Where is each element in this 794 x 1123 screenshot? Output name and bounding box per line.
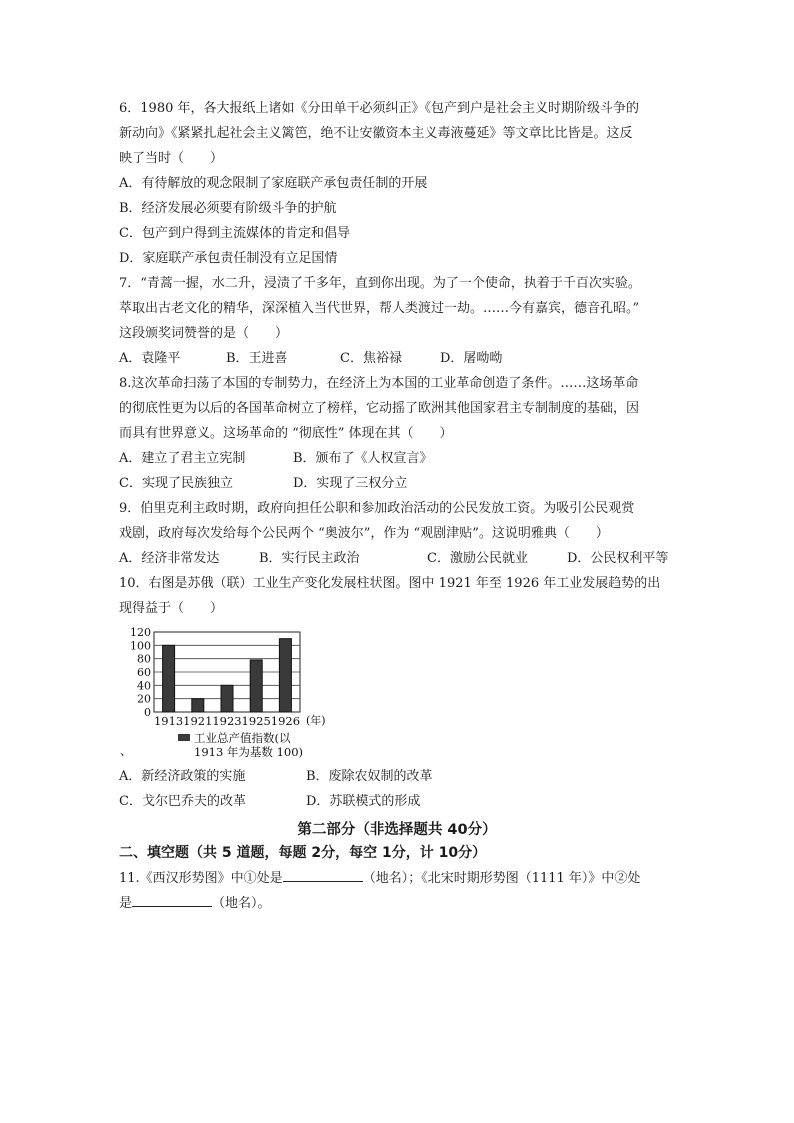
chart-x-ticks xyxy=(154,714,300,728)
chart-bar-1923 xyxy=(221,685,233,712)
q7-options xyxy=(119,350,502,368)
q8-option-b: B．颁布了《人权宣言》 xyxy=(293,451,433,466)
q10-option-c: C．戈尔巴乔夫的改革 xyxy=(119,794,246,809)
chart-bars xyxy=(163,639,292,712)
chart-legend-line2: 1913 年为基数 100) xyxy=(194,745,304,759)
chart-legend-swatch xyxy=(178,734,190,741)
q6-line1: 6．1980 年，各大报纸上诸如《分田单干必须纠正》《包产到户是社会主义时期阶级斗争的 xyxy=(119,101,639,116)
chart-x-unit: (年) xyxy=(306,714,326,727)
q8-option-a: A．建立了君主立宪制 xyxy=(119,451,246,466)
q10-line1: 10．右图是苏俄（联）工业生产变化发展柱状图。图中 1921 年至 1926 年工业发展趋势的出 xyxy=(119,576,661,591)
industry-bar-chart xyxy=(124,624,344,764)
chart-y-tick-label: 120 xyxy=(130,626,151,639)
q9-option-a: A．经济非常发达 xyxy=(119,551,220,566)
chart-legend-line1: 工业总产值指数(以 xyxy=(194,731,291,745)
chart-x-tick-label: 1926 xyxy=(270,714,301,728)
chart-x-tick-label: 1925 xyxy=(241,714,271,728)
q11-text-3: 是 xyxy=(119,896,133,911)
q11-line1 xyxy=(119,869,640,888)
chart-bar-1926 xyxy=(279,639,291,712)
q6-option-d: D．家庭联产承包责任制没有立足国情 xyxy=(119,251,338,266)
q7-line2: 萃取出古老文化的精华，深深植入当代世界，帮人类渡过一劫。……今有嘉宾，德音孔昭。” xyxy=(119,301,640,316)
chart-y-ticks xyxy=(130,626,151,719)
q6-option-b: B．经济发展必须要有阶级斗争的护航 xyxy=(119,201,337,216)
q7-line3: 这段颁奖词赞誉的是（ ） xyxy=(119,326,289,341)
chart-bar-1925 xyxy=(250,660,262,712)
q9-option-d: D．公民权利平等 xyxy=(567,551,669,566)
chart-y-tick-label: 100 xyxy=(130,639,151,653)
q8-line1: 8.这次革命扫荡了本国的专制势力，在经济上为本国的工业革命创造了条件。……这场革命 xyxy=(119,376,639,391)
q11-text-2: （地名）；《北宋时期形势图（1111 年）》中②处 xyxy=(362,871,641,886)
q7-option-d: D．屠呦呦 xyxy=(440,351,503,366)
q11-text-4: （地名）。 xyxy=(212,896,271,911)
q8-option-d: D．实现了三权分立 xyxy=(293,476,408,491)
q8-options-cd xyxy=(119,475,407,493)
stray-mark: 、 xyxy=(120,744,133,758)
q7-option-b: B．王进喜 xyxy=(226,351,288,366)
q6-line2: 新动向》《紧紧扎起社会主义篱笆，绝不让安徽资本主义毒液蔓延》等文章比比皆是。这反 xyxy=(119,126,633,141)
part2-subtitle: 二、填空题（共 5 道题，每题 2分，每空 1分，计 10分） xyxy=(119,845,487,861)
chart-y-tick-label: 40 xyxy=(137,679,151,693)
q10-options-ab xyxy=(119,768,433,786)
chart-x-tick-label: 1921 xyxy=(183,714,213,728)
q9-line1: 9．伯里克利主政时期，政府向担任公职和参加政治活动的公民发放工资。为吸引公民观赏 xyxy=(119,501,635,516)
q6-option-c: C．包产到户得到主流媒体的肯定和倡导 xyxy=(119,226,350,241)
part2-title: 第二部分（非选择题共 40分） xyxy=(297,822,497,838)
q11-blank-1[interactable] xyxy=(283,869,363,882)
chart-y-tick-label: 60 xyxy=(137,666,151,679)
q11-text-1: 11.《西汉形势图》中①处是 xyxy=(119,871,283,886)
chart-x-tick-label: 1923 xyxy=(212,714,242,728)
q9-option-c: C．激励公民就业 xyxy=(427,551,528,566)
q9-line2: 戏剧，政府每次发给每个公民两个 “奥波尔”，作为 “观剧津贴”。这说明雅典（ ） xyxy=(119,526,609,541)
q8-option-c: C．实现了民族独立 xyxy=(119,476,233,491)
q9-options xyxy=(119,550,668,568)
q10-option-a: A．新经济政策的实施 xyxy=(119,769,246,784)
q8-line2: 的彻底性更为以后的各国革命树立了榜样，它动摇了欧洲其他国家君主专制制度的基础，因 xyxy=(119,401,640,416)
q10-option-b: B．废除农奴制的改革 xyxy=(306,769,433,784)
chart-y-tick-label: 80 xyxy=(137,652,151,666)
q6-option-a: A．有待解放的观念限制了家庭联产承包责任制的开展 xyxy=(119,176,428,191)
q10-option-d: D．苏联模式的形成 xyxy=(306,794,421,809)
q8-options-ab xyxy=(119,450,433,468)
q9-option-b: B．实行民主政治 xyxy=(259,551,360,566)
q8-line3: 而具有世界意义。这场革命的 “彻底性” 体现在其（ ） xyxy=(119,426,453,441)
q11-blank-2[interactable] xyxy=(132,894,212,907)
q7-line1: 7．“青蒿一握，水二升，浸渍了千多年，直到你出现。为了一个使命，执着于千百次实验。 xyxy=(119,276,641,291)
q6-line3: 映了当时（ ） xyxy=(119,151,224,166)
q11-line2 xyxy=(119,894,271,913)
chart-bar-1921 xyxy=(192,699,204,712)
q7-option-a: A．袁隆平 xyxy=(119,351,181,366)
q10-line2: 现得益于（ ） xyxy=(119,601,224,616)
chart-y-tick-label: 20 xyxy=(137,692,151,706)
q10-options-cd xyxy=(119,793,420,811)
chart-bar-1913 xyxy=(163,645,175,712)
chart-y-tick-label: 0 xyxy=(144,706,151,719)
chart-x-tick-label: 1913 xyxy=(153,714,184,728)
q7-option-c: C．焦裕禄 xyxy=(340,351,402,366)
